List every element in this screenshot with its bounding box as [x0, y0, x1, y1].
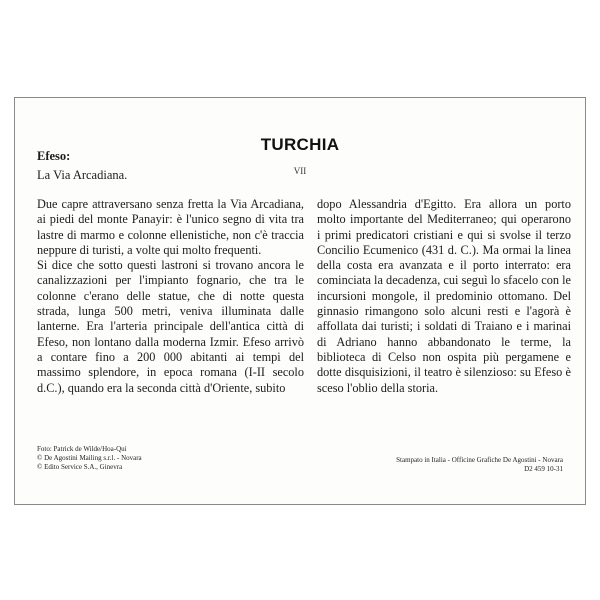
volume-number: VII [293, 166, 307, 176]
text-column-right [317, 197, 571, 396]
postcard-back [14, 97, 586, 505]
printer-line: Stampato in Italia - Officine Grafiche De Agostini - Novara [396, 456, 563, 464]
photo-credits [37, 445, 142, 472]
product-code: D2 459 10-31 [524, 465, 563, 473]
credit-line: © De Agostini Mailing s.r.l. - Novara [37, 454, 142, 462]
place-name: Efeso: [37, 149, 71, 163]
paragraph: dopo Alessandria d'Egitto. Era allora un porto molto importante del Mediterraneo; qui operarono i primi predicatori cristiani e qui si svolse il terzo Concilio Ecumenico (431 d. C.). Ma ormai la linea della costa era avanzata e il porto interrato: era cominciata la decadenza, cui seguì lo sfacelo con le incursioni mongole, il predominio ottomano. Del ginnasio rimangono solo alcuni resti e l'agorà è affollata dai turisti; i soldati di Traiano e i marinai di Adriano hanno abbandonato le terme, la biblioteca di Celso non ospita più pergamene e dotte disquisizioni, il teatro è silenzioso: su Efeso è sceso l'oblio della storia. [317, 197, 571, 395]
paragraph: Due capre attraversano senza fretta la Via Arcadiana, ai piedi del monte Panayir: è l'unico segno di vita tra lastre di marmo e colonne ellenistiche, non c'è traccia neppure di turisti, a volte qui molto frequenti. [37, 197, 304, 257]
photo-caption: La Via Arcadiana. [37, 168, 128, 182]
text-column-left [37, 197, 304, 396]
credit-line: Foto: Patrick de Wilde/Hoa-Qui [37, 445, 127, 453]
page-title: TURCHIA [260, 135, 340, 154]
credit-line: © Edito Service S.A., Ginevra [37, 463, 123, 471]
printer-info [396, 456, 563, 474]
paragraph: Si dice che sotto questi lastroni si trovano ancora le canalizzazioni per l'impianto fognario, che tra le colonne c'erano delle statue, che di notte questa strada, lunga 500 metri, veniva illuminata dalle lanterne. Era l'arteria principale dell'antica città di Efeso, non lontano dalla moderna Izmir. Efeso arrivò a contare fino a 200 000 abitanti ai tempi del massimo splendore, in epoca romana (I-II secolo d.C.), quando era la seconda città d'Oriente, subito [37, 258, 304, 395]
